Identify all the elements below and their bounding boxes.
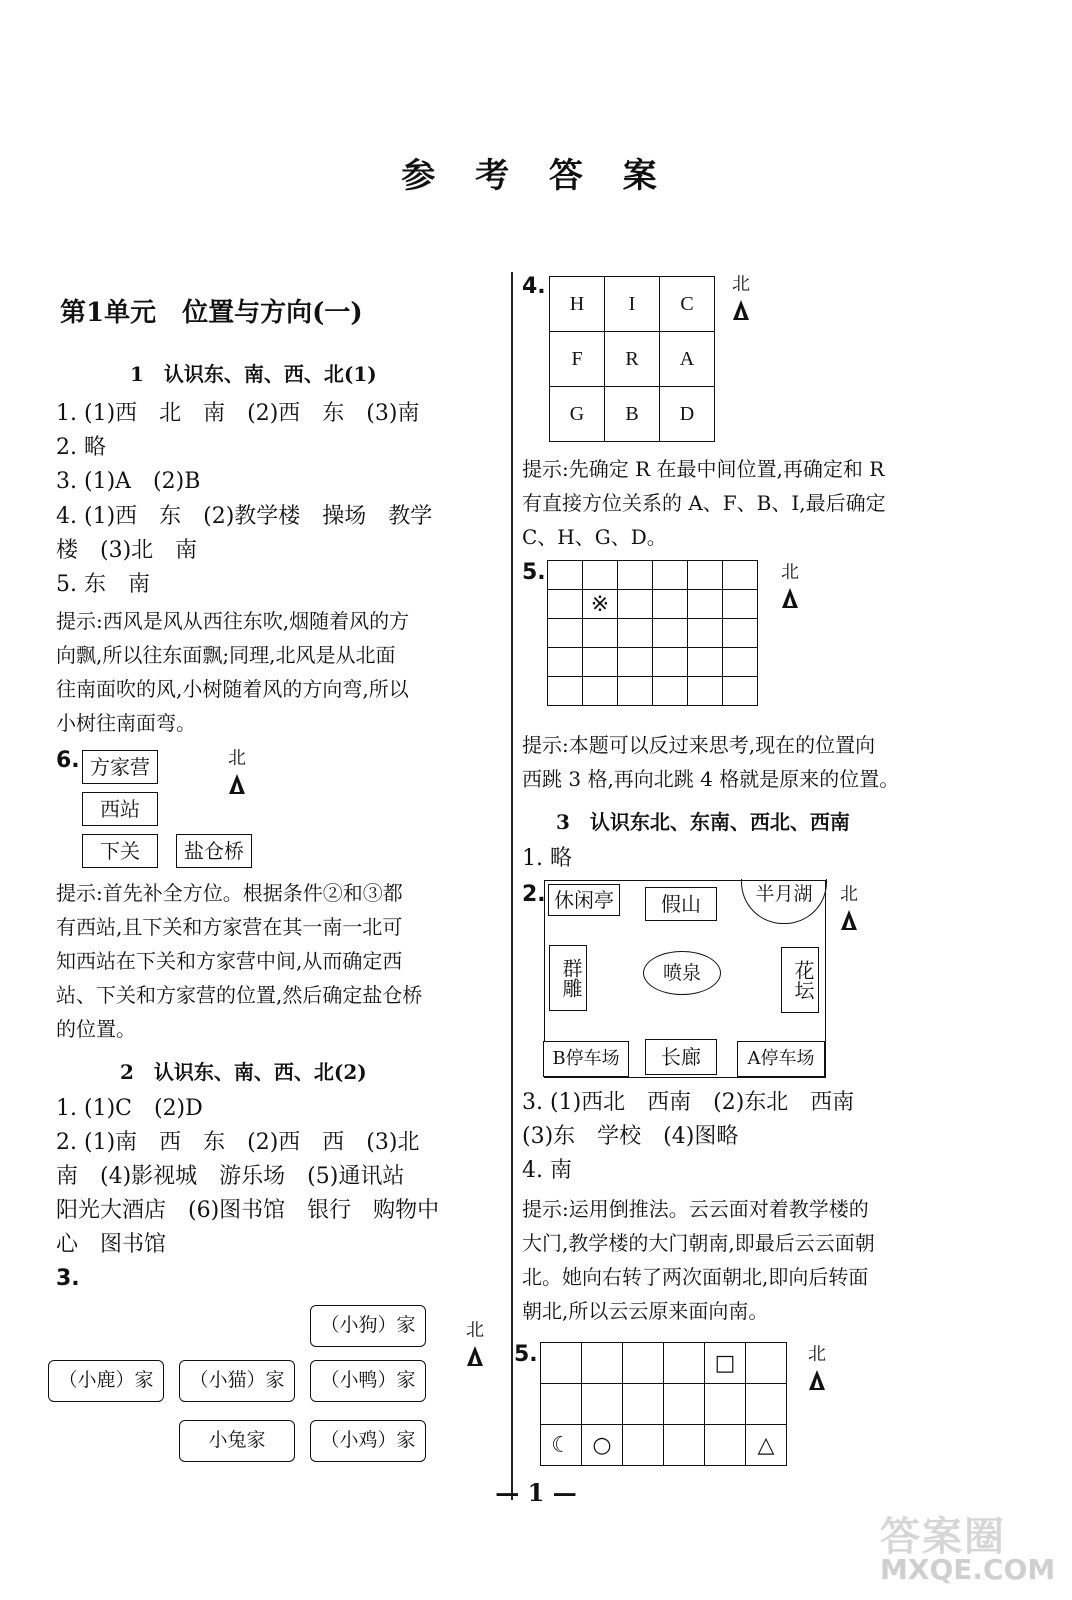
park-a-parking: A停车场	[737, 1041, 825, 1077]
park-jiashan: 假山	[645, 887, 717, 921]
hint-4: 提示:本题可以反过来思考,现在的位置向 西跳 3 格,再向北跳 4 格就是原来的位置。	[522, 733, 900, 791]
park-penquan: 喷泉	[643, 951, 721, 995]
home-duck: （小鸭）家	[310, 1360, 426, 1402]
park-qundiao: 群雕	[549, 945, 587, 1011]
answer-4-line1: 4. (1)西 东 (2)教学楼 操场 教学	[56, 504, 433, 529]
answer-3: 3. (1)A (2)B	[56, 469, 201, 494]
box-fangjiaying: 方家营	[82, 750, 158, 784]
home-deer: （小鹿）家	[48, 1360, 164, 1402]
grid-cell: F	[550, 332, 605, 387]
park-changlang: 长廊	[645, 1039, 717, 1075]
s2-answer-3-label: 3.	[56, 1266, 80, 1291]
grid-cell: D	[660, 387, 715, 442]
grid-cell: B	[605, 387, 660, 442]
north-arrow-icon	[782, 588, 798, 608]
jump-grid	[547, 560, 758, 706]
star-mark: ※	[583, 590, 618, 619]
north-arrow-icon	[841, 910, 857, 930]
grid-cell: A	[660, 332, 715, 387]
hint-1: 提示:西风是风从西往东吹,烟随着风的方 向飘,所以往东面飘;同理,北风是从北面 往南面吹的风,小树随着风的方向弯,所以 小树往南面弯。	[56, 609, 410, 735]
grid-cell: C	[660, 277, 715, 332]
north-label: 北	[808, 1344, 826, 1365]
q5-label: 5.	[522, 560, 546, 585]
north-label: 北	[466, 1320, 484, 1341]
home-dog: （小狗）家	[310, 1305, 426, 1347]
page-title: 参 考 答 案	[401, 156, 671, 196]
hint-3: 提示:先确定 R 在最中间位置,再确定和 R 有直接方位关系的 A、F、B、I,最后确定 C、H、G、D。	[522, 457, 886, 549]
north-arrow-icon	[229, 774, 245, 794]
grid-cell: I	[605, 277, 660, 332]
circle-icon: ○	[582, 1425, 623, 1466]
north-label: 北	[732, 274, 750, 295]
question-6-label: 6.	[56, 748, 80, 773]
page-number: — 1 —	[495, 1478, 577, 1507]
s3-answer-2-label: 2.	[522, 882, 546, 907]
answer-5: 5. 东 南	[56, 572, 150, 597]
park-banyuehu: 半月湖	[741, 879, 827, 924]
home-rabbit: 小兔家	[179, 1420, 295, 1462]
park-map	[544, 880, 826, 1078]
box-xiaguan: 下关	[82, 834, 158, 868]
box-xizhan: 西站	[82, 792, 158, 826]
watermark-url: MXQE.COM	[880, 1553, 1056, 1586]
north-label: 北	[228, 748, 246, 769]
grid-cell: R	[605, 332, 660, 387]
s2-answer-1: 1. (1)C (2)D	[56, 1096, 203, 1121]
hint-2: 提示:首先补全方位。根据条件②和③都 有西站,且下关和方家营在其一南一北可 知西站在下关和方家营中间,从而确定西 站、下关和方家营的位置,然后确定盐仓桥 的位置。	[56, 881, 423, 1041]
grid-3x3	[549, 276, 715, 442]
park-b-parking: B停车场	[543, 1041, 629, 1077]
box-yancangqiao: 盐仓桥	[176, 834, 252, 868]
s3-answer-5-label: 5.	[514, 1342, 538, 1367]
answer-4-line2: 楼 (3)北 南	[56, 538, 198, 563]
square-icon: □	[705, 1343, 746, 1384]
north-arrow-icon	[733, 300, 749, 320]
home-cat: （小猫）家	[179, 1360, 295, 1402]
answer-1: 1. (1)西 北 南 (2)西 东 (3)南	[56, 401, 420, 426]
column-divider	[511, 272, 513, 1500]
section-1-heading: 1 认识东、南、西、北(1)	[130, 362, 377, 386]
north-arrow-icon	[467, 1346, 483, 1366]
section-3-heading: 3 认识东北、东南、西北、西南	[556, 810, 850, 834]
moon-icon: ☾	[541, 1425, 582, 1466]
watermark-logo: 答案圈	[880, 1514, 1006, 1560]
grid-cell: G	[550, 387, 605, 442]
q4-label: 4.	[522, 274, 546, 299]
triangle-icon: △	[746, 1425, 787, 1466]
north-label: 北	[840, 884, 858, 905]
park-huatan: 花坛	[781, 947, 819, 1013]
park-xiuxianting: 休闲亭	[548, 884, 620, 916]
north-arrow-icon	[809, 1370, 825, 1390]
s3-answer-1: 1. 略	[522, 846, 572, 871]
unit-title: 第1单元 位置与方向(一)	[60, 298, 363, 328]
home-chicken: （小鸡）家	[310, 1420, 426, 1462]
s3-answer-4: 4. 南	[522, 1158, 572, 1183]
section-2-heading: 2 认识东、南、西、北(2)	[120, 1060, 367, 1084]
hint-5: 提示:运用倒推法。云云面对着教学楼的 大门,教学楼的大门朝南,即最后云云面朝 北。她向右转了两次面朝北,即向后转面 朝北,所以云云原来面向南。	[522, 1197, 875, 1323]
grid-cell: H	[550, 277, 605, 332]
shape-grid	[540, 1342, 787, 1466]
answer-2: 2. 略	[56, 435, 106, 460]
s3-answer-3-line1: 3. (1)西北 西南 (2)东北 西南	[522, 1090, 855, 1115]
s3-answer-3-line2: (3)东 学校 (4)图略	[522, 1124, 739, 1149]
north-label: 北	[781, 562, 799, 583]
s2-answer-2: 2. (1)南 西 东 (2)西 西 (3)北 南 (4)影视城 游乐场 (5)通讯站 阳光大酒店 (6)图书馆 银行 购物中 心 图书馆	[56, 1130, 440, 1257]
